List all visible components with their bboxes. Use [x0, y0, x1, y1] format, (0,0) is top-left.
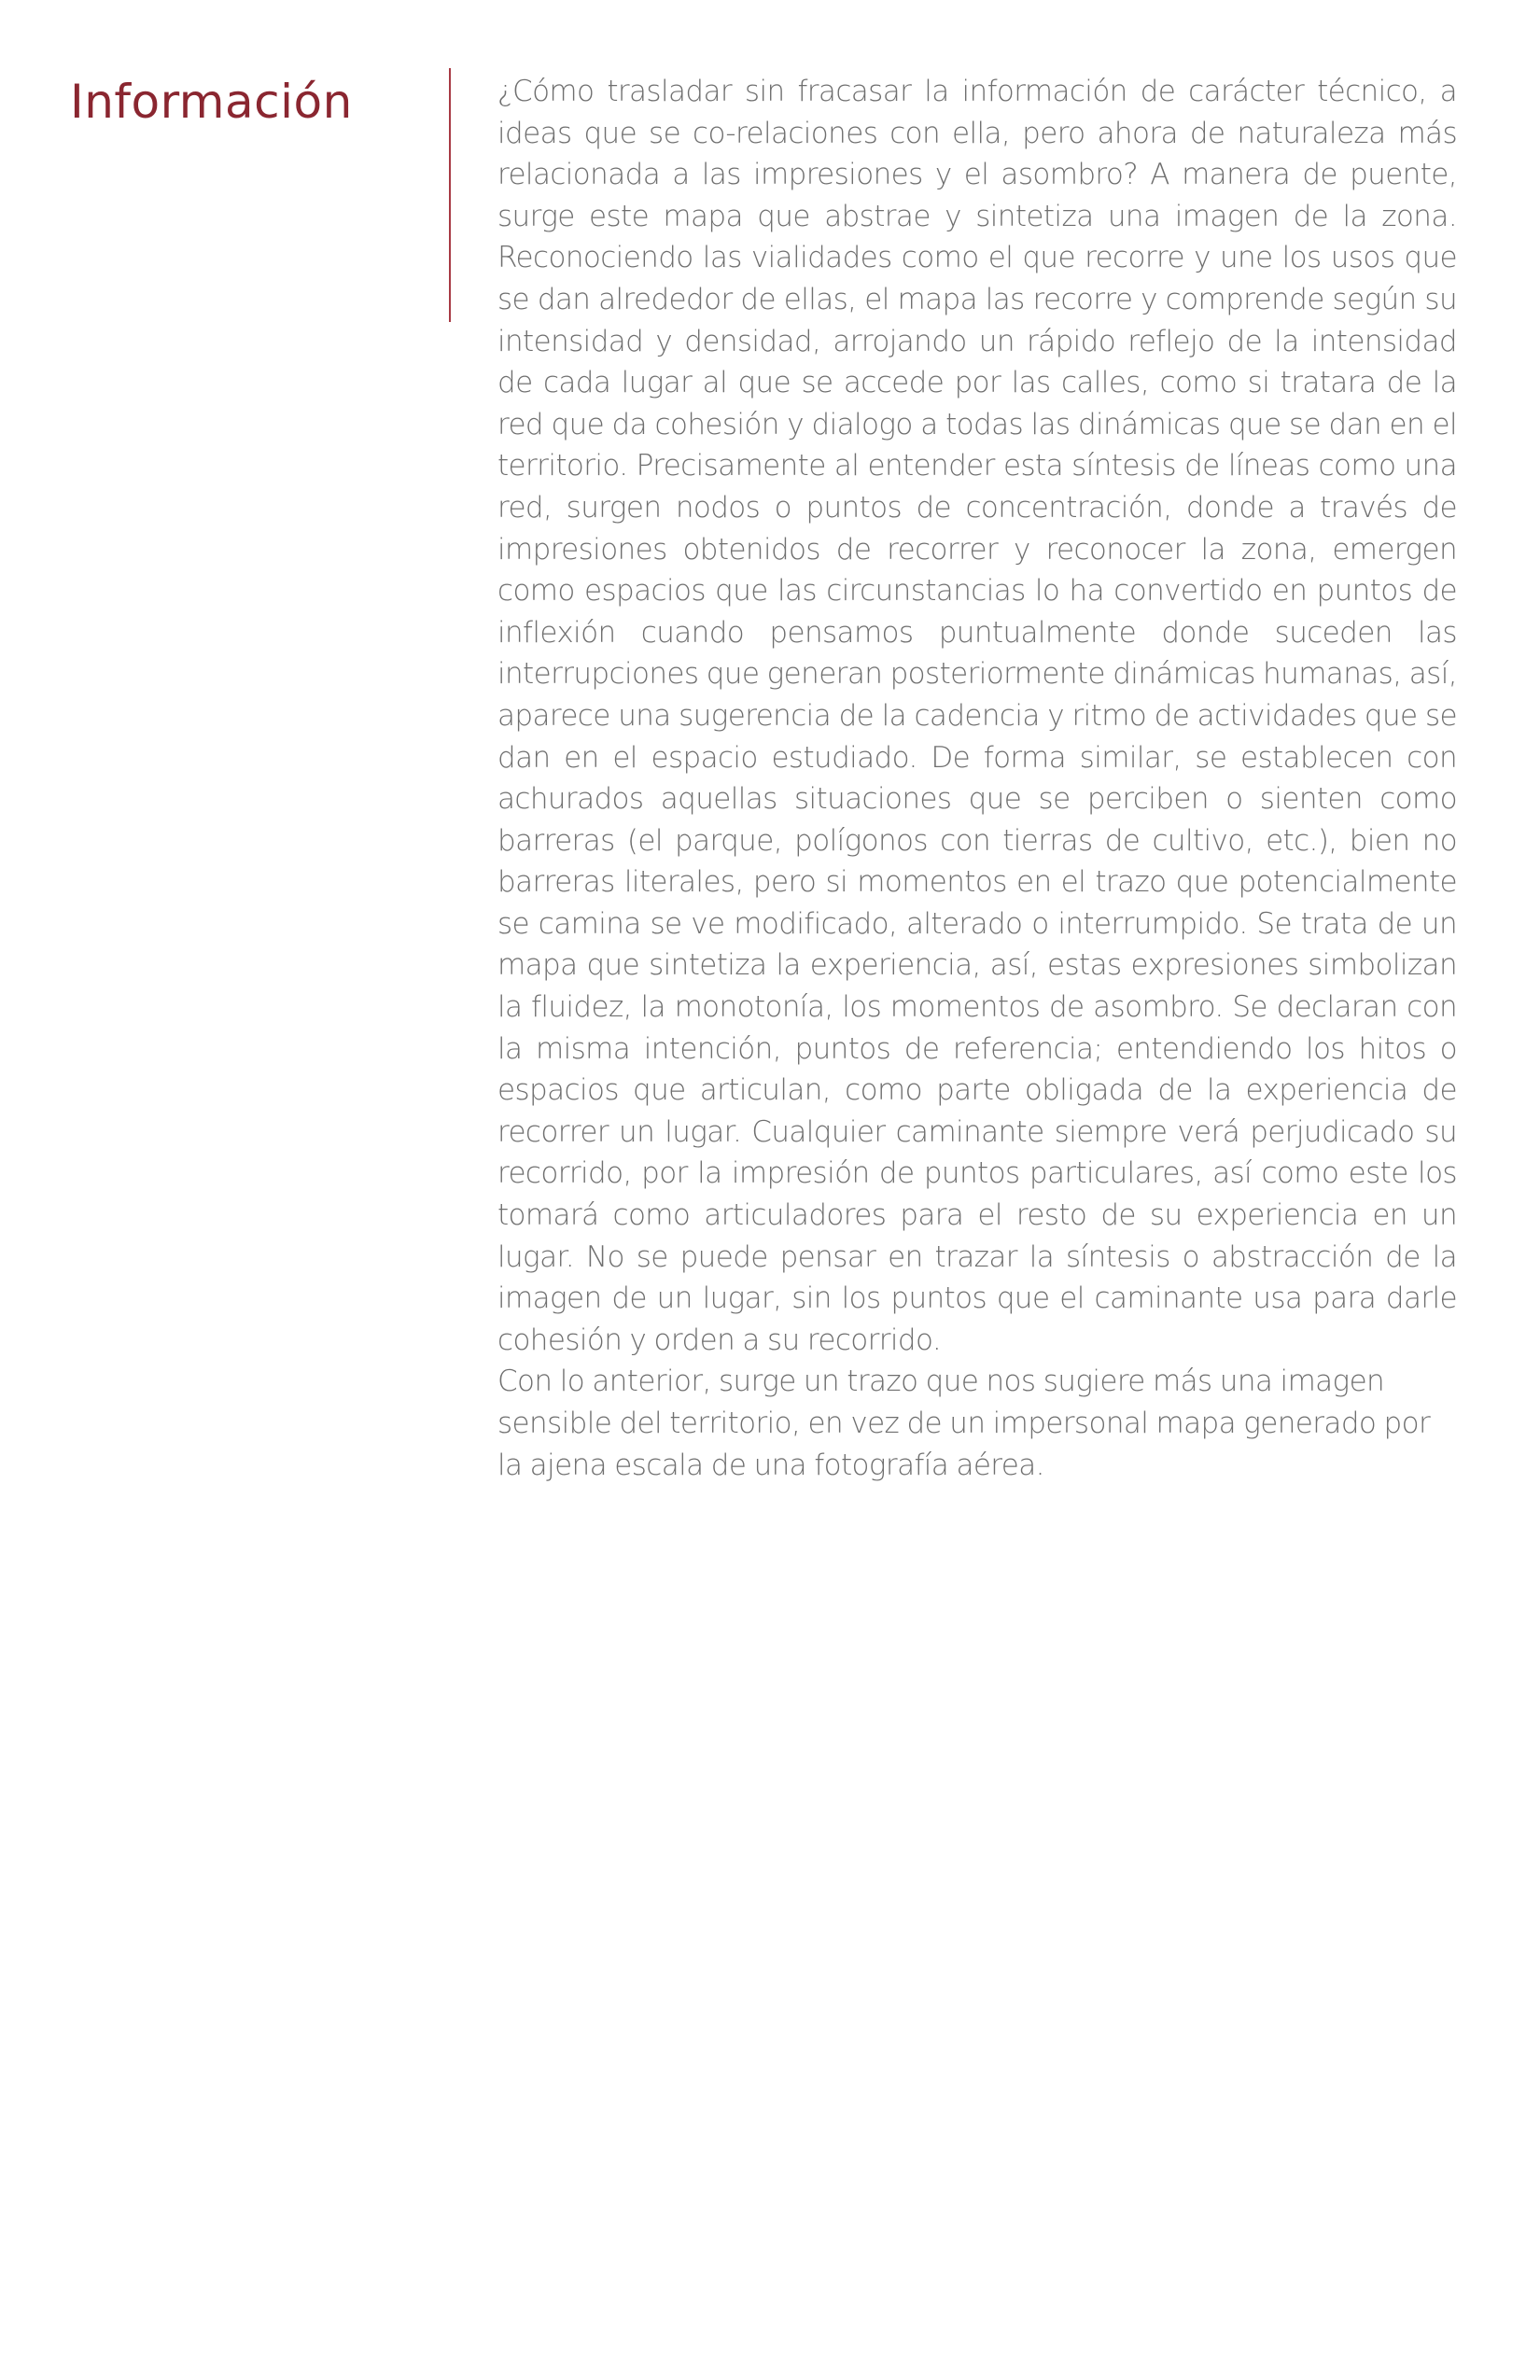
vertical-divider [449, 68, 451, 322]
body-text [497, 71, 1457, 1486]
closing-paragraph: Con lo anterior, surge un trazo que nos sugiere más una imagen sensible del territorio, en vez de un impersonal mapa generado por la ajena escala de una fotografía aérea. [497, 1365, 1431, 1482]
section-title: Información [70, 75, 353, 129]
body-paragraph: ¿Cómo trasladar sin fracasar la información de carácter técnico, a ideas que se co-relaciones con ella, pero ahora de naturaleza más relacionada a las impresiones y el asombro? A manera de puente, surge este mapa que abstrae y sintetiza una imagen de la zona. Reconociendo las vialidades como el que recorre y une los usos que se dan alrededor de ellas, el mapa las recorre y comprende según su intensidad y densidad, arrojando un rápido reflejo de la intensidad de cada lugar al que se accede por las calles, como si tratara de la red que da cohesión y dialogo a todas las dinámicas que se dan en el territorio. Precisamente al entender esta síntesis de líneas como una red, surgen nodos o puntos de concentración, donde a través de impresiones obtenidos de recorrer y reconocer la zona, emergen como espacios que las circunstancias lo ha convertido en puntos de inflexión cuando pensamos puntualmente donde suceden las interrupciones que generan posteriormente dinámicas humanas, así, aparece una sugerencia de la cadencia y ritmo de actividades que se dan en el espacio estudiado. De forma similar, se establecen con achurados aquellas situaciones que se perciben o sienten como barreras (el parque, polígonos con tierras de cultivo, etc.), bien no barreras literales, pero si momentos en el trazo que potencialmente se camina se ve modificado, alterado o interrumpido. Se trata de un mapa que sintetiza la experiencia, así, estas expresiones simbolizan la fluidez, la monotonía, los momentos de asombro. Se declaran con la misma intención, puntos de referencia; entendiendo los hitos o espacios que articulan, como parte obligada de la experiencia de recorrer un lugar. Cualquier caminante siempre verá perjudicado su recorrido, por la impresión de puntos particulares, así como este los tomará como articuladores para el resto de su experiencia en un lugar. No se puede pensar en trazar la síntesis o abstracción de la imagen de un lugar, sin los puntos que el caminante usa para darle cohesión y orden a su recorrido. [497, 75, 1457, 1357]
